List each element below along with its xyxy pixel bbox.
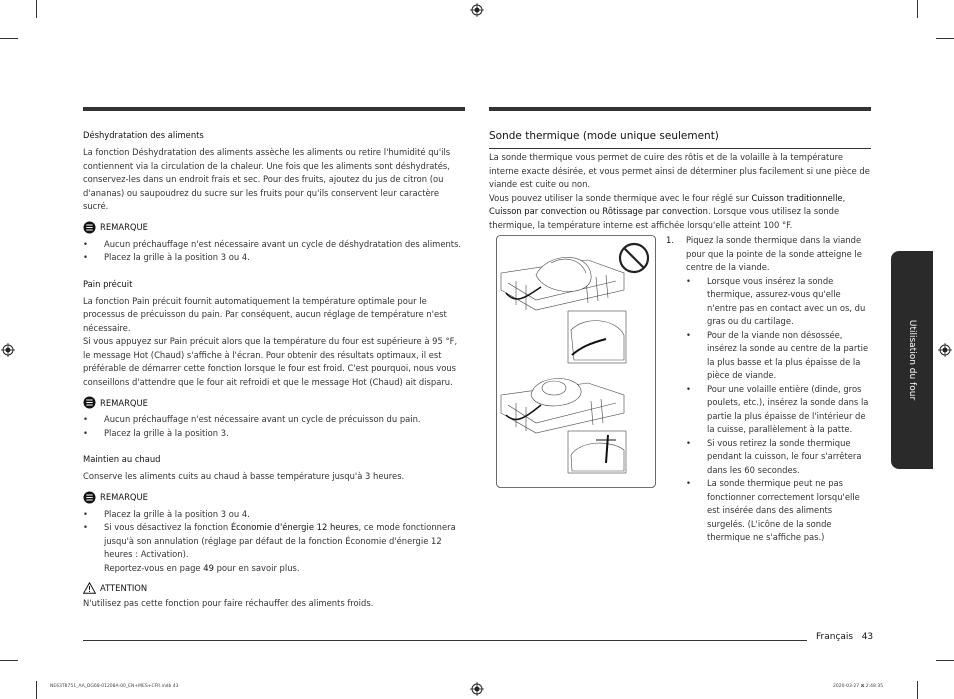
section-heading: Maintien au chaud [83,454,161,464]
section-paragraph: Conserve les aliments cuits au chaud à basse température jusqu'à 3 heures. [83,471,405,481]
print-slug-left: NE63T8751_AA_DG68-01208A-00_EN+MES+CFR.indb 43 [50,684,179,689]
crop-mark [36,681,37,699]
list-item: • Placez la grille à la position 3 ou 4. [83,508,463,522]
list-item: • Placez la grille à la position 3. [83,427,463,441]
crop-mark [917,0,918,18]
crop-mark [936,38,954,39]
registration-mark-icon [470,682,484,696]
text: ou [586,206,603,216]
list-item: • La sonde thermique peut ne pas fonctionner correctement lorsqu'elle est insérée dans des aliments surgelés. (L'icône de la sonde thermique ne s'affiche pas.) [686,477,872,545]
mode-name: Rôtissage par convection [602,206,708,216]
page-number: 43 [861,632,874,642]
warning-icon [83,582,96,594]
note-icon [83,396,96,409]
footer-language: Français [816,632,854,642]
note-list [83,508,463,576]
section-heading: Déshydratation des aliments [83,130,204,140]
crop-mark [917,681,918,699]
note [83,491,463,504]
list-item: • Placez la grille à la position 3 ou 4. [83,251,463,265]
list-item: • Aucun préchauffage n'est nécessaire avant un cycle de déshydratation des aliments. [83,238,463,252]
left-column [83,129,463,611]
probe-illustration [496,235,656,488]
section-paragraph: Si vous appuyez sur Pain précuit alors que la température du four est supérieure à 95 °F, le message Hot (Chaud) s'affiche à l'écran. Pour obtenir des résultats optimaux, il est préférable de démarrer cette fonction lorsque le four est froid. C'est pourquoi, nous vous conseillons d'attendre que le four ait refroidi et que le message Hot (Chaud) ait disparu. [83,336,458,387]
text: , [842,192,846,203]
section-side-tab [891,251,933,469]
print-slug-right: 2020-03-27 ⊠ 2:48:35 [833,684,884,689]
registration-mark-icon [470,3,484,17]
crop-mark [0,38,18,39]
section-paragraph [489,192,871,233]
caution-text: N'utilisez pas cette fonction pour faire réchauffer des aliments froids. [83,598,374,608]
section-title: Sonde thermique (mode unique seulement) [489,130,719,142]
crop-mark [36,0,37,18]
crop-mark [936,660,954,661]
note [83,396,463,409]
section-paragraph: La fonction Déshydratation des aliments assèche les aliments ou retire l'humidité qu'ils contiennent via la circulation de la chaleur. Une fois que les aliments sont déshydratés, conservez-les dans un endroit frais et sec. Pour des fruits, ajoutez du jus de citron (ou d'ananas) ou saupoudrez du sucre sur les fruits pour qu'ils conservent leur caractère sucré. [83,147,451,211]
step-number: 1. [666,235,674,245]
caution [83,582,463,594]
note-list [83,413,463,440]
note-icon [83,491,96,504]
list-item: • Lorsque vous insérez la sonde thermique, assurez-vous qu'elle n'entre pas en contact avec un os, du gras ou du cartilage. [686,275,872,329]
text: , ce mode fonctionnera jusqu'à son annulation (réglage par défaut de la fonction Économie d'énergie 12 heures : Activation). [104,522,456,559]
mode-name: Cuisson traditionnelle [751,192,843,203]
note-icon [83,221,96,234]
step-list [666,234,872,545]
crop-mark [0,660,18,661]
text: Reportez-vous en page [104,562,204,573]
step-bullets [686,275,872,545]
function-name: Économie d'énergie 12 heures [230,522,359,532]
text: Si vous désactivez la fonction [104,522,231,532]
section-paragraph: La sonde thermique vous permet de cuire des rôtis et de la volaille à la température interne exacte désirée, et vous permet ainsi de déterminer plus facilement si une pièce de viande est cuite ou non. [489,152,870,189]
list-item [83,521,463,575]
title-rule [489,148,871,149]
registration-mark-icon [1,343,15,357]
side-tab-label: Utilisation du four [907,319,917,401]
list-item: • Si vous retirez la sonde thermique pendant la cuisson, le four s'arrêtera dans les 60 secondes. [686,437,872,478]
section-heading: Pain précuit [83,278,133,289]
footer [816,632,873,642]
note-list [83,238,463,265]
list-item: • Pour une volaille entière (dinde, gros poulets, etc.), insérez la sonde dans la partie la plus épaisse de l'intérieur de la cuisse, parallèlement à la patte. [686,383,872,437]
step-text: Piquez la sonde thermique dans la viande pour que la pointe de la sonde atteigne le centre de la viande. [686,235,862,272]
note [83,221,463,234]
note-label: REMARQUE [100,492,148,502]
section-paragraph: La fonction Pain précuit fournit automatiquement la température optimale pour le processus de précuisson du pain. Par conséquent, aucun réglage de température n'est nécessaire. [83,295,447,333]
caution-label: ATTENTION [100,583,148,593]
right-column-rule [489,107,871,111]
text: . Lorsque vous utilisez la sonde thermique, la température interne est affichée lorsqu'elle atteint 100 °F. [489,206,840,230]
mode-name: Cuisson par convection [489,206,587,216]
text: pour en savoir plus. [213,562,300,573]
list-item: • Pour de la viande non désossée, insérez la sonde au centre de la partie la plus basse et la plus épaisse de la pièce de viande. [686,329,872,383]
note-label: REMARQUE [100,222,148,232]
page-reference-link[interactable]: 49 [203,562,214,573]
list-item: • Aucun préchauffage n'est nécessaire avant un cycle de précuisson du pain. [83,413,463,427]
footer-rule [83,640,807,641]
left-column-rule [83,107,465,111]
registration-mark-icon [938,343,952,357]
note-label: REMARQUE [100,397,148,408]
text: Vous pouvez utiliser la sonde thermique avec le four réglé sur [489,192,752,203]
step-item [666,234,872,275]
right-column [489,129,871,232]
